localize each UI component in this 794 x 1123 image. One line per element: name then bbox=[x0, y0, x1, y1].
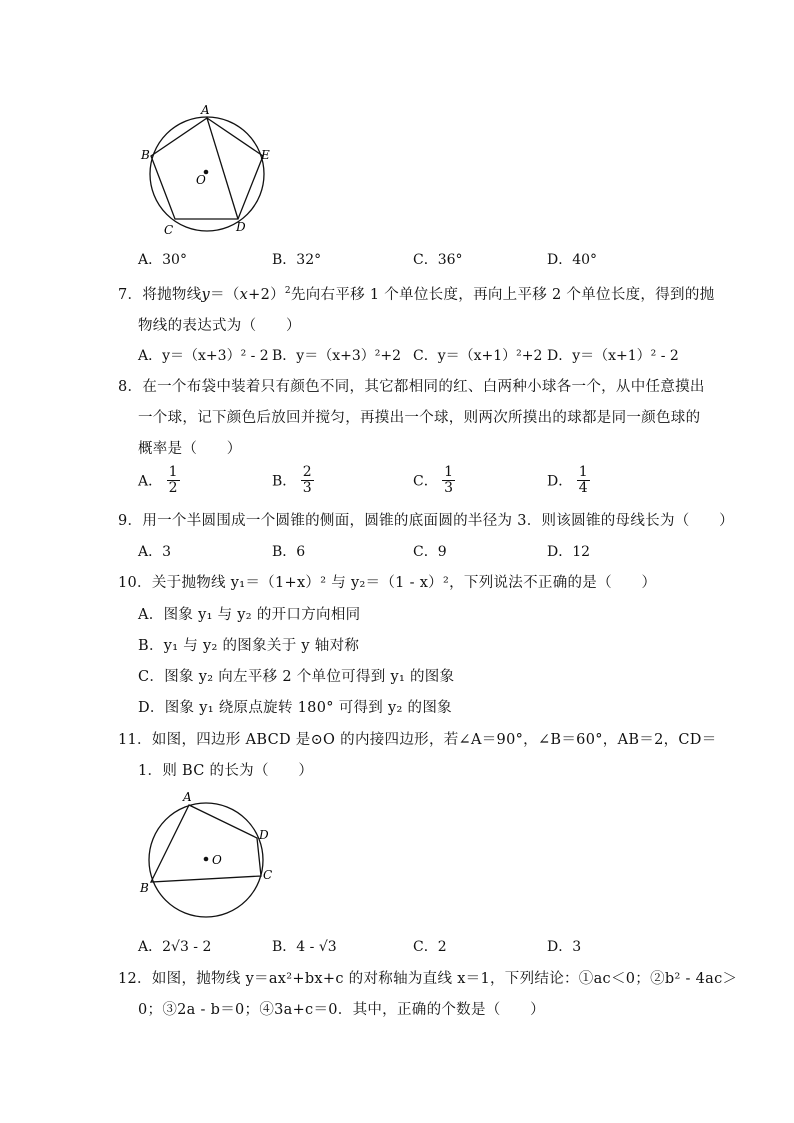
q10-option-a[interactable]: A．图象 y₁ 与 y₂ 的开口方向相同 bbox=[138, 607, 361, 623]
q6-label-c: C bbox=[164, 223, 174, 237]
q10-number: 10． bbox=[118, 575, 152, 591]
q8-option-c[interactable]: C． $\frac{1}{3}$ bbox=[413, 464, 454, 496]
q11-label-b: B bbox=[140, 881, 149, 895]
q10-option-b[interactable]: B．y₁ 与 y₂ 的图象关于 y 轴对称 bbox=[138, 638, 360, 654]
q9-option-c[interactable]: C．9 bbox=[413, 544, 447, 560]
q11-center-dot bbox=[204, 857, 209, 862]
q9-option-d[interactable]: D．12 bbox=[547, 544, 591, 560]
q11-option-b[interactable]: B．4 - √3 bbox=[272, 939, 337, 955]
q7-option-c[interactable]: C．y＝（x+1）²+2 bbox=[413, 348, 543, 364]
q7-option-a[interactable]: A．y＝（x+3）² - 2 bbox=[138, 348, 269, 364]
q10-option-d[interactable]: D．图象 y₁ 绕原点旋转 180° 可得到 y₂ 的图象 bbox=[138, 700, 452, 716]
q6-label-o: O bbox=[196, 173, 206, 187]
q8-option-a[interactable]: A． $\frac{1}{2}$ bbox=[138, 464, 178, 496]
q11-number: 11． bbox=[118, 732, 152, 748]
q6-label-b: B bbox=[141, 148, 150, 162]
q8-line3: 概率是（ ） bbox=[138, 441, 242, 457]
q6-option-c[interactable]: C．36° bbox=[413, 252, 463, 268]
q10-option-c[interactable]: C．图象 y₂ 向左平移 2 个单位可得到 y₁ 的图象 bbox=[138, 669, 455, 685]
q7-line1: 7．将抛物线$y=(x+2)^2$先向右平移 1 个单位长度，再向上平移 2 个单位长度，得到的抛 bbox=[118, 286, 715, 303]
q6-label-e: E bbox=[261, 148, 270, 162]
q12-number: 12． bbox=[118, 971, 152, 987]
q11-option-c[interactable]: C．2 bbox=[413, 939, 447, 955]
q6-option-a[interactable]: A．30° bbox=[138, 252, 187, 268]
q6-option-b[interactable]: B．32° bbox=[272, 252, 322, 268]
q6-diagonal-ad bbox=[207, 118, 238, 219]
q12-line1: 12．如图，抛物线 y＝ax²+bx+c 的对称轴为直线 x＝1，下列结论：①ac＜0；②b² - 4ac＞ bbox=[118, 971, 738, 987]
q9-line1: 9．用一个半圆围成一个圆锥的侧面，圆锥的底面圆的半径为 3．则该圆锥的母线长为（ ） bbox=[118, 513, 734, 529]
q9-number: 9． bbox=[118, 513, 143, 529]
q7-option-d[interactable]: D．y＝（x+1）² - 2 bbox=[547, 348, 679, 364]
q10-line1: 10．关于抛物线 y₁＝（1+x）² 与 y₂＝（1 - x）²，下列说法不正确的是（ ） bbox=[118, 575, 657, 591]
q11-label-c: C bbox=[263, 868, 273, 882]
q7-option-b[interactable]: B．y＝（x+3）²+2 bbox=[272, 348, 401, 364]
q11-option-d[interactable]: D．3 bbox=[547, 939, 582, 955]
q9-option-b[interactable]: B．6 bbox=[272, 544, 306, 560]
q11-label-a: A bbox=[183, 790, 192, 804]
q11-label-o: O bbox=[212, 853, 222, 867]
q11-label-d: D bbox=[259, 828, 269, 842]
q8-option-b[interactable]: B． $\frac{2}{3}$ bbox=[272, 464, 312, 496]
q8-option-d[interactable]: D． $\frac{1}{4}$ bbox=[547, 464, 588, 496]
q8-number: 8． bbox=[118, 379, 143, 395]
q6-figure bbox=[130, 96, 290, 241]
q11-quadrilateral bbox=[151, 805, 261, 882]
q9-option-a[interactable]: A．3 bbox=[138, 544, 172, 560]
q6-option-d[interactable]: D．40° bbox=[547, 252, 598, 268]
q7-line2: 物线的表达式为（ ） bbox=[138, 318, 301, 334]
q11-option-a[interactable]: A．2√3 - 2 bbox=[138, 939, 212, 955]
q6-label-d: D bbox=[236, 220, 246, 234]
q8-line1: 8．在一个布袋中装着只有颜色不同，其它都相同的红、白两种小球各一个，从中任意摸出 bbox=[118, 379, 705, 395]
q11-line1: 11．如图，四边形 ABCD 是⊙O 的内接四边形，若∠A＝90°，∠B＝60°，AB＝2，CD＝ bbox=[118, 732, 717, 748]
q8-line2: 一个球，记下颜色后放回并搅匀，再摸出一个球，则两次所摸出的球都是同一颜色球的 bbox=[138, 410, 701, 426]
q11-line2: 1．则 BC 的长为（ ） bbox=[138, 763, 314, 779]
q11-figure bbox=[130, 788, 290, 928]
q7-number: 7． bbox=[118, 287, 143, 303]
q6-label-a: A bbox=[201, 103, 210, 117]
q12-line2: 0；③2a - b＝0；④3a+c＝0．其中，正确的个数是（ ） bbox=[138, 1002, 545, 1018]
